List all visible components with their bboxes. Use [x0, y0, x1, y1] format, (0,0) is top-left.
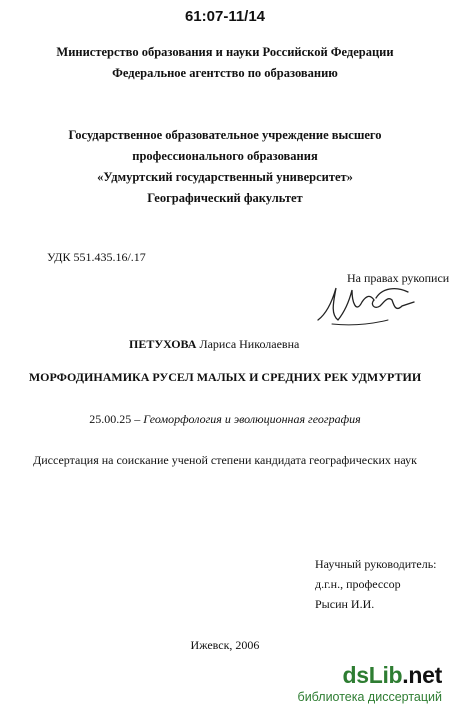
watermark-subtitle: библиотека диссертаций: [297, 690, 442, 704]
specialty-name: Геоморфология и эволюционная география: [143, 412, 361, 426]
author-name: [129, 337, 299, 352]
author-given-names: Лариса Николаевна: [199, 337, 300, 351]
handwritten-signature: [312, 280, 422, 330]
specialty-dash: –: [131, 412, 144, 426]
dissertation-type: Диссертация на соискание ученой степени кандидата географических наук: [33, 453, 417, 467]
manuscript-note: На правах рукописи: [347, 271, 450, 285]
archive-stamp: 61:07-11/14: [184, 8, 266, 25]
institution-line-2: профессионального образования: [132, 149, 318, 163]
ministry-line-1: Министерство образования и науки Российской Федерации: [56, 45, 394, 59]
watermark-logo-part2: .net: [402, 662, 442, 688]
specialty-line: [0, 412, 450, 427]
watermark-logo-part1: dsLib: [342, 662, 403, 688]
watermark-logo: [342, 662, 442, 689]
place-year: Ижевск, 2006: [190, 638, 260, 652]
dissertation-title: МОРФОДИНАМИКА РУСЕЛ МАЛЫХ И СРЕДНИХ РЕК УДМУРТИИ: [28, 370, 422, 384]
institution-line-1: Государственное образовательное учреждение высшего: [68, 128, 382, 142]
institution-line-3: «Удмуртский государственный университет»: [97, 170, 353, 184]
supervisor-name: Рысин И.И.: [315, 597, 375, 611]
supervisor-degree: д.г.н., профессор: [315, 577, 401, 591]
udk-code: УДК 551.435.16/.17: [47, 250, 146, 264]
specialty-code: 25.00.25: [89, 412, 132, 426]
author-surname: ПЕТУХОВА: [129, 337, 197, 351]
ministry-line-2: Федеральное агентство по образованию: [112, 66, 338, 80]
supervisor-label: Научный руководитель:: [315, 557, 437, 571]
faculty-line: Географический факультет: [147, 191, 303, 205]
